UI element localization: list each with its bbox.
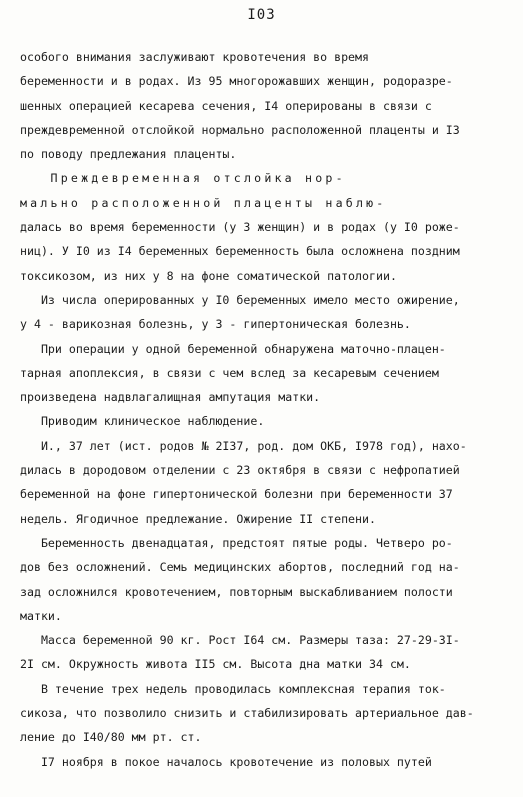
text-line: дов без осложнений. Семь медицинских абортов, последний год на-	[20, 560, 460, 575]
text-line: произведена надвлагалищная ампутация матки.	[20, 390, 321, 405]
text-line: I7 ноября в покое началось кровотечение из половых путей	[20, 754, 432, 769]
text-line: шенных операцией кесарева сечения, I4 оперированы в связи с	[20, 98, 432, 113]
text-line: 2I см. Окружность живота II5 см. Высота дна матки 34 см.	[20, 657, 411, 672]
text-line: беременной на фоне гипертонической болезни при беременности 37	[20, 487, 453, 502]
text-line: И., 37 лет (ист. родов № 2I37, род. дом ОКБ, I978 год), нахо-	[20, 438, 467, 453]
text-line: дилась в дородовом отделении с 23 октября в связи с нефропатией	[20, 463, 460, 478]
text-line: Приводим клиническое наблюдение.	[20, 414, 265, 429]
text-line: Масса беременной 90 кг. Рост I64 см. Размеры таза: 27-29-3I-	[20, 633, 460, 648]
text-line: Беременность двенадцатая, предстоят пятые роды. Четверо ро-	[20, 535, 453, 550]
text-line: ниц). У I0 из I4 беременных беременность была осложнена поздним	[20, 244, 460, 259]
text-line: далась во время беременности (у 3 женщин) и в родах (у I0 роже-	[20, 220, 460, 235]
text-line: беременности и в родах. Из 95 многорожавших женщин, родоразре-	[20, 74, 453, 89]
text-line: тарная апоплексия, в связи с чем вслед за кесаревым сечением	[20, 365, 439, 380]
document-body	[20, 45, 500, 774]
text-line-spaced: Преждевременная отслойка нор-	[20, 171, 346, 186]
text-line: у 4 - варикозная болезнь, у 3 - гипертоническая болезнь.	[20, 317, 411, 332]
page-number: I03	[247, 7, 276, 23]
text-line: токсикозом, из них у 8 на фоне соматической патологии.	[20, 268, 397, 283]
text-line: зад осложнился кровотечением, повторным выскабливанием полости	[20, 584, 453, 599]
text-line: В течение трех недель проводилась комплексная терапия ток-	[20, 681, 446, 696]
text-line: ление до I40/80 мм рт. ст.	[20, 730, 202, 745]
text-line: Из числа оперированных у I0 беременных имело место ожирение,	[20, 292, 460, 307]
text-line: матки.	[20, 608, 62, 623]
text-line: по поводу предлежания плаценты.	[20, 147, 237, 162]
text-line: недель. Ягодичное предлежание. Ожирение II степени.	[20, 511, 376, 526]
text-line: особого внимания заслуживают кровотечения во время	[20, 50, 370, 64]
text-line: сикоза, что позволило снизить и стабилизировать артериальное дав-	[20, 706, 474, 721]
text-line: При операции у одной беременной обнаружена маточно-плацен-	[20, 341, 446, 356]
text-line-spaced: мально расположенной плаценты наблю-	[20, 195, 387, 210]
text-line: преждевременной отслойкой нормально расположенной плаценты и I3	[20, 122, 460, 137]
